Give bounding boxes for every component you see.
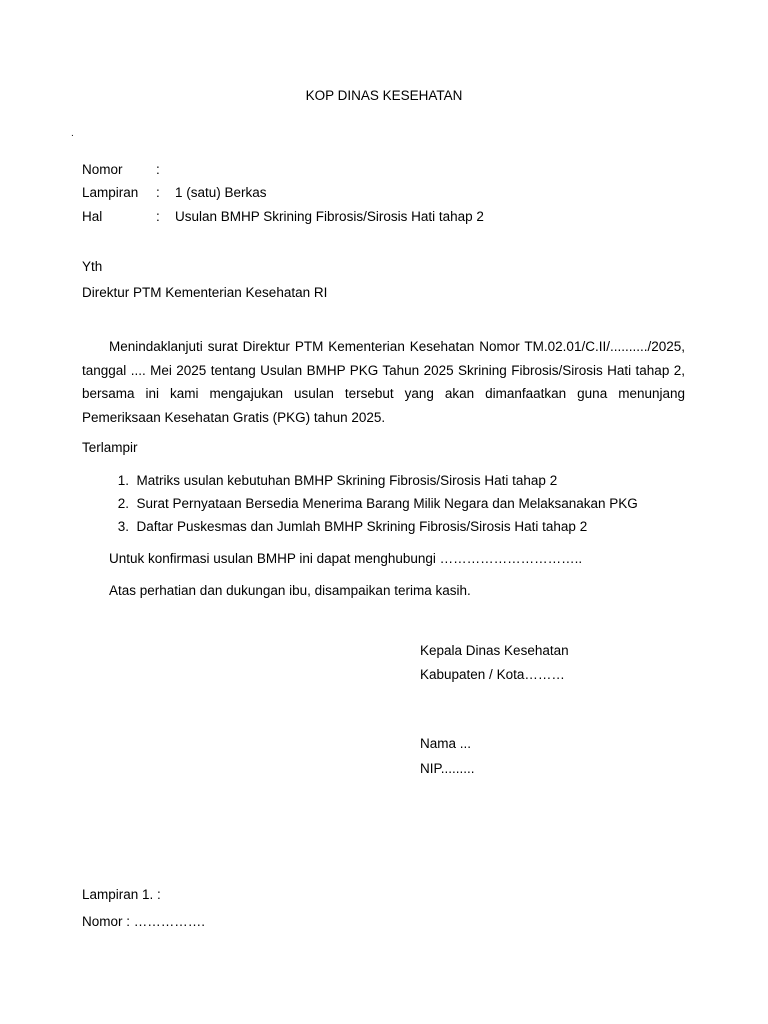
meta-label-lampiran: Lampiran — [82, 185, 139, 200]
meta-value-hal: Usulan BMHP Skrining Fibrosis/Sirosis Hati tahap 2 — [175, 209, 484, 224]
attachments-heading: Terlampir — [82, 440, 138, 455]
list-item — [82, 515, 638, 538]
meta-label-hal: Hal — [82, 209, 103, 224]
list-item-text: Surat Pernyataan Bersedia Menerima Barang Milik Negara dan Melaksanakan PKG — [136, 496, 638, 511]
list-item — [82, 469, 638, 492]
contact-line: Untuk konfirmasi usulan BMHP ini dapat menghubungi ………………………….. — [109, 551, 583, 566]
meta-colon-hal: : — [156, 209, 160, 224]
list-item-text: Daftar Puskesmas dan Jumlah BMHP Skrining Fibrosis/Sirosis Hati tahap 2 — [136, 519, 588, 534]
stray-mark: . — [71, 128, 74, 139]
signature-nip: NIP......... — [420, 761, 475, 776]
closing-line: Atas perhatian dan dukungan ibu, disampaikan terima kasih. — [109, 583, 471, 598]
list-item-number: 2. — [117, 496, 129, 511]
meta-value-lampiran: 1 (satu) Berkas — [175, 185, 267, 200]
appendix-number: Nomor : ……………. — [82, 914, 206, 929]
letterhead-title: KOP DINAS KESEHATAN — [305, 88, 463, 103]
meta-colon-nomor: : — [156, 162, 160, 177]
signature-region: Kabupaten / Kota……… — [420, 667, 565, 682]
signature-name: Nama ... — [420, 736, 472, 751]
recipient-name: Direktur PTM Kementerian Kesehatan RI — [82, 285, 328, 300]
appendix-label: Lampiran 1. : — [82, 887, 161, 902]
recipient-salutation: Yth — [82, 259, 103, 274]
list-item — [82, 492, 638, 515]
list-item-text: Matriks usulan kebutuhan BMHP Skrining Fibrosis/Sirosis Hati tahap 2 — [136, 473, 558, 488]
attachments-list — [82, 469, 638, 538]
list-item-number: 1. — [117, 473, 129, 488]
meta-colon-lampiran: : — [156, 185, 160, 200]
meta-label-nomor: Nomor — [82, 162, 123, 177]
signature-title: Kepala Dinas Kesehatan — [420, 643, 569, 658]
body-paragraph: Menindaklanjuti surat Direktur PTM Kementerian Kesehatan Nomor TM.02.01/C.II/........../2025, tanggal .... Mei 2025 tentang Usulan BMHP PKG Tahun 2025 Skrining Fibrosis/Sirosis Hati tahap 2, bersama ini kami mengajukan usulan tersebut yang akan dimanfaatkan guna menunjang Pemeriksaan Kesehatan Gratis (PKG) tahun 2025. — [82, 339, 685, 425]
list-item-number: 3. — [117, 519, 129, 534]
